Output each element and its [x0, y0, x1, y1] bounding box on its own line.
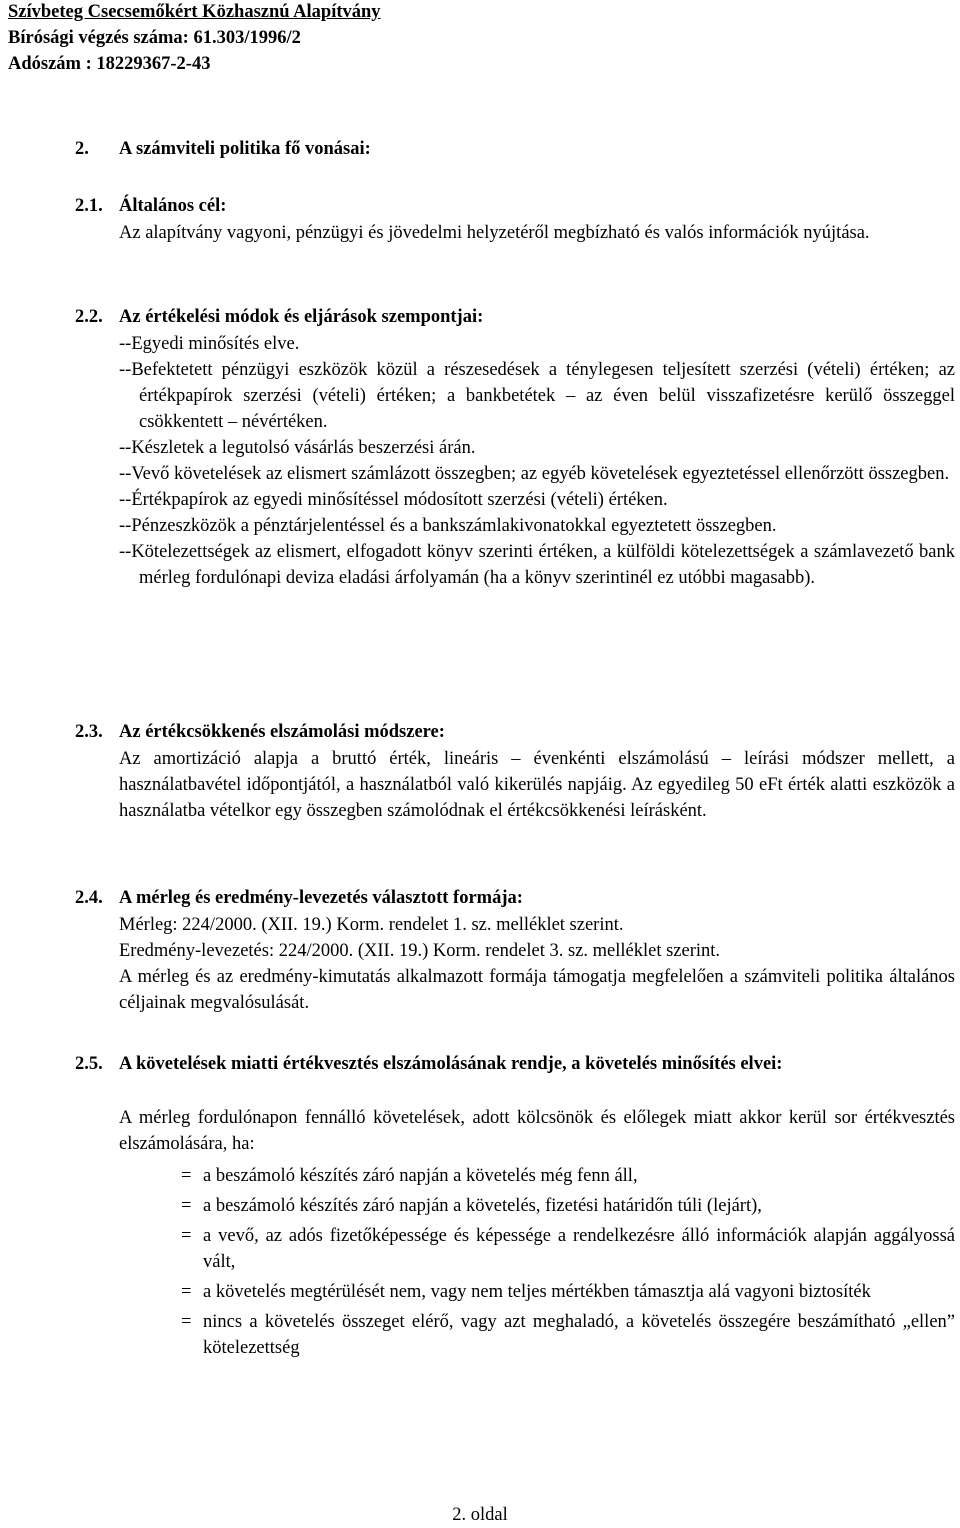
section-2-3-text: Az amortizáció alapja a bruttó érték, lineáris – évenkénti elszámolású – leírási módszer mellett, a használatbavétel időpontjától, a használatból való kikerülés napjáig. Az egyedileg 50 eFt érték alatti eszközök a használatba vételkor egy összegben számolódnak el értékcsökkenési leírásként. — [119, 749, 955, 821]
impairment-conditions-list — [181, 1163, 955, 1361]
list-item: = a vevő, az adós fizetőképessége és képessége a rendelkezésre álló információk alapján aggályossá vált, — [181, 1223, 955, 1275]
equals-bullet-icon: = — [181, 1196, 192, 1216]
section-2-4-body — [119, 912, 955, 1016]
balance-sheet-format: Mérleg: 224/2000. (XII. 19.) Korm. rendelet 1. sz. melléklet szerint. — [119, 915, 624, 935]
section-2-2-number: 2.2. — [75, 307, 103, 327]
equals-bullet-icon: = — [181, 1226, 192, 1246]
equals-bullet-icon: = — [181, 1282, 192, 1302]
section-2-3-number: 2.3. — [75, 722, 103, 742]
section-2-4-text: A mérleg és az eredmény-kimutatás alkalmazott formája támogatja megfelelően a számviteli politika általános céljainak megvalósulását. — [119, 967, 955, 1013]
organization-name: Szívbeteg Csecsemőkért Közhasznú Alapítvány — [8, 2, 381, 22]
document-header — [8, 0, 381, 77]
section-2-5-title: A követelések miatti értékvesztés elszámolásának rendje, a követelés minősítés elvei: — [119, 1054, 783, 1074]
section-2-3-title: Az értékcsökkenés elszámolási módszere: — [119, 722, 445, 742]
section-2-2-title: Az értékelési módok és eljárások szempontjai: — [119, 307, 484, 327]
section-2-5-number: 2.5. — [75, 1054, 103, 1074]
section-2-1-number: 2.1. — [75, 196, 103, 216]
list-item: = a követelés megtérülését nem, vagy nem teljes mértékben támasztja alá vagyoni biztosíték — [181, 1279, 955, 1305]
list-item: = a beszámoló készítés záró napján a követelés, fizetési határidőn túli (lejárt), — [181, 1193, 955, 1219]
section-2-4-number: 2.4. — [75, 888, 103, 908]
valuation-rule: --Egyedi minősítés elve. — [119, 334, 300, 354]
valuation-rules-list — [119, 331, 955, 591]
section-2-number: 2. — [75, 139, 89, 159]
valuation-rule: --Készletek a legutolsó vásárlás beszerzési árán. — [119, 438, 476, 458]
section-2-5-intro: A mérleg fordulónapon fennálló követelések, adott kölcsönök és előlegek miatt akkor kerül sor értékvesztés elszámolására, ha: — [119, 1108, 955, 1154]
page-number: 2. oldal — [452, 1505, 508, 1525]
valuation-rule: --Vevő követelések az elismert számlázott összegben; az egyéb követelések egyeztetéssel ellenőrzött összegben. — [119, 464, 950, 484]
equals-bullet-icon: = — [181, 1312, 192, 1332]
equals-bullet-icon: = — [181, 1166, 192, 1186]
list-item: = a beszámoló készítés záró napján a követelés még fenn áll, — [181, 1163, 955, 1189]
section-2-1-title: Általános cél: — [119, 196, 227, 216]
list-item: = nincs a követelés összeget elérő, vagy azt meghaladó, a követelés összegére beszámítható „ellen” kötelezettség — [181, 1309, 955, 1361]
income-statement-format: Eredmény-levezetés: 224/2000. (XII. 19.) Korm. rendelet 3. sz. melléklet szerint. — [119, 941, 721, 961]
court-order-number: Bírósági végzés száma: 61.303/1996/2 — [8, 28, 301, 48]
section-2-4-title: A mérleg és eredmény-levezetés választott formája: — [119, 888, 523, 908]
valuation-rule: --Kötelezettségek az elismert, elfogadott könyv szerinti értéken, a külföldi kötelezettségek a számlavezető bank mérleg fordulónapi deviza eladási árfolyamán (ha a könyv szerintinél ez utóbbi magasabb). — [119, 542, 955, 588]
valuation-rule: --Értékpapírok az egyedi minősítéssel módosított szerzési (vételi) értéken. — [119, 490, 668, 510]
section-2-1-text: Az alapítvány vagyoni, pénzügyi és jövedelmi helyzetéről megbízható és valós információk nyújtása. — [119, 223, 870, 243]
tax-number: Adószám : 18229367-2-43 — [8, 54, 211, 74]
section-2-title: A számviteli politika fő vonásai: — [119, 139, 371, 159]
valuation-rule: --Befektetett pénzügyi eszközök közül a részesedések a ténylegesen teljesített szerzési (vételi) értéken; az értékpapírok szerzési (vételi) értéken; a bankbetétek – az éven belül visszafizetésre kerülő összeggel csökkentett – névértéken. — [119, 360, 955, 432]
valuation-rule: --Pénzeszközök a pénztárjelentéssel és a bankszámlakivonatokkal egyeztetett összegben. — [119, 516, 777, 536]
